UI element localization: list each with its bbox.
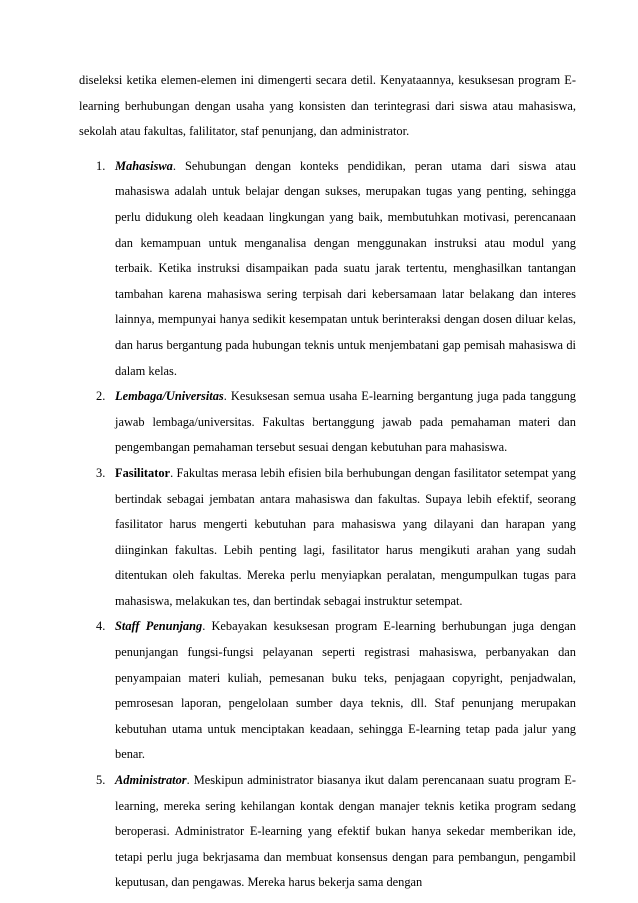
list-text: . Fakultas merasa lebih efisien bila berhubungan dengan fasilitator setempat yang bertindak sebagai jembatan antara mahasiswa dan fakultas. Supaya lebih efektif, seorang fasilitator harus mengerti kebutuhan para mahasiswa yang dilayani dan harapan yang diinginkan fakultas. Lebih penting lagi, fasilitator harus mengikuti arahan yang sudah ditentukan oleh fakultas. Mereka perlu menyiapkan peralatan, mengumpulkan tugas para mahasiswa, melakukan tes, dan bertindak sebagai instruktur setempat.: [115, 465, 576, 608]
list-term: Mahasiswa: [115, 158, 173, 173]
list-number: 2.: [96, 389, 106, 404]
list-number: 5.: [96, 773, 106, 788]
list-item-administrator: [79, 768, 576, 896]
list-item-staff-penunjang: [79, 614, 576, 768]
list-item-lembaga: [79, 384, 576, 461]
role-list: [79, 154, 576, 896]
list-item-mahasiswa: [79, 154, 576, 384]
list-text: . Kesuksesan semua usaha E-learning bergantung juga pada tanggung jawab lembaga/universitas. Fakultas bertanggung jawab pada pemahaman materi dan pengembangan pemahaman tersebut sesuai dengan kebutuhan para mahasiswa.: [115, 389, 576, 455]
list-text: . Sehubungan dengan konteks pendidikan, peran utama dari siswa atau mahasiswa adalah untuk belajar dengan sukses, merupakan tugas yang penting, sehingga perlu didukung oleh keadaan lingkungan yang baik, membutuhkan motivasi, perencanaan dan kemampuan untuk menganalisa dengan menggunakan instruksi atau modul yang terbaik. Ketika instruksi disampaikan pada suatu jarak tertentu, menghasilkan tantangan tambahan karena mahasiswa sering terpisah dari kebersamaan latar belakang dan interes lainnya, mempunyai hanya sedikit kesempatan untuk berinteraksi dengan dosen diluar kelas, dan harus bergantung pada hubungan teknis untuk menjembatani gap pemisah mahasiswa di dalam kelas.: [115, 158, 576, 378]
intro-paragraph: diseleksi ketika elemen-elemen ini dimengerti secara detil. Kenyataannya, kesuksesan program E-learning berhubungan dengan usaha yang konsisten dan terintegrasi dari siswa atau mahasiswa, sekolah atau fakultas, falilitator, staf penunjang, dan administrator.: [79, 73, 576, 139]
list-text: . Kebayakan kesuksesan program E-learning berhubungan juga dengan penunjangan fungsi-fungsi pelayanan seperti registrasi mahasiswa, perbanyakan dan penyampaian materi kuliah, pemesanan buku teks, penjagaan copyright, penjadwalan, pemrosesan laporan, pengelolaan sumber daya teknis, dll. Staf penunjang merupakan kebutuhan utama untuk menciptakan keadaan, sehingga E-learning tetap pada jalur yang benar.: [115, 619, 577, 762]
list-term: Lembaga/Universitas: [115, 389, 224, 404]
page-content: [79, 68, 576, 896]
list-item-fasilitator: [79, 461, 576, 615]
list-text: . Meskipun administrator biasanya ikut dalam perencanaan suatu program E-learning, mereka sering kehilangan kontak dengan manajer teknis ketika program sedang beroperasi. Administrator E-learning yang efektif bukan hanya sekedar memberikan ide, tetapi perlu juga bekrjasama dan membuat konsensus dengan para pembangun, pengambil keputusan, dan pengawas. Mereka harus bekerja sama dengan: [115, 773, 576, 890]
list-number: 1.: [96, 158, 106, 173]
list-term: Fasilitator: [115, 465, 171, 480]
list-term: Administrator: [115, 773, 187, 788]
list-number: 3.: [96, 465, 106, 480]
list-term: Staff Penunjang: [115, 619, 203, 634]
list-number: 4.: [96, 619, 106, 634]
